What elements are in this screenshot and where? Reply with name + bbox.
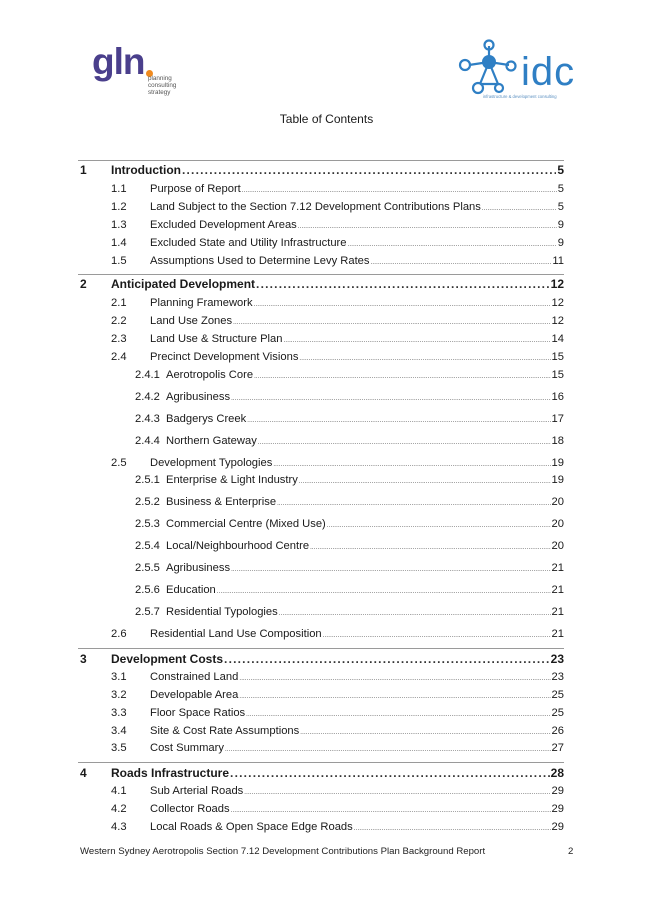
toc-entry-title: Planning Framework	[150, 297, 253, 309]
toc-entry-page: 5	[557, 163, 564, 177]
toc-entry-chapter[interactable]	[0, 652, 653, 668]
toc-entry-number: 2.1	[111, 297, 127, 309]
toc-entry-title: Land Use & Structure Plan	[150, 333, 283, 345]
toc-entry-number: 2.6	[111, 628, 127, 640]
toc-entry-page: 20	[551, 518, 564, 530]
toc-entry-page: 11	[552, 255, 564, 267]
toc-entry-title: Local Roads & Open Space Edge Roads	[150, 821, 353, 833]
toc-leader-dots	[231, 808, 551, 814]
toc-entry-title: Northern Gateway	[166, 435, 257, 447]
toc-entry-section[interactable]	[0, 201, 653, 217]
toc-entry-subsection[interactable]	[0, 562, 653, 578]
toc-entry-page: 16	[551, 391, 564, 403]
toc-entry-subsection[interactable]	[0, 391, 653, 407]
toc-entry-number: 2.2	[111, 315, 127, 327]
idc-logo-word: idc	[521, 50, 576, 94]
toc-entry-number: 2.5.7	[135, 606, 160, 618]
toc-entry-title: Commercial Centre (Mixed Use)	[166, 518, 326, 530]
toc-entry-page: 14	[551, 333, 564, 345]
toc-entry-number: 2.5.2	[135, 496, 160, 508]
toc-entry-page: 25	[551, 689, 564, 701]
toc-entry-subsection[interactable]	[0, 413, 653, 429]
toc-leader-dots	[482, 206, 557, 212]
toc-leader-dots	[231, 567, 550, 573]
toc-entry-title: Development Typologies	[150, 457, 273, 469]
toc-entry-number: 4.3	[111, 821, 127, 833]
toc-entry-section[interactable]	[0, 333, 653, 349]
toc-entry-number: 2.4.4	[135, 435, 160, 447]
toc-entry-title: Collector Roads	[150, 803, 230, 815]
toc-entry-section[interactable]	[0, 689, 653, 705]
idc-logo-tagline: infrastructure & development consulting	[483, 94, 557, 99]
toc-entry-title: Sub Arterial Roads	[150, 785, 244, 797]
toc-entry-section[interactable]	[0, 785, 653, 801]
toc-entry-number: 2.5.5	[135, 562, 160, 574]
toc-entry-section[interactable]	[0, 707, 653, 723]
toc-entry-page: 20	[551, 496, 564, 508]
toc-leader-dots	[231, 396, 550, 402]
toc-entry-number: 2.3	[111, 333, 127, 345]
toc-entry-section[interactable]	[0, 315, 653, 331]
toc-leader-dots	[242, 188, 557, 194]
toc-entry-number: 3	[80, 652, 87, 666]
toc-entry-page: 23	[551, 671, 564, 683]
toc-entry-number: 2	[80, 277, 87, 291]
toc-entry-page: 18	[551, 435, 564, 447]
toc-entry-page: 19	[551, 474, 564, 486]
toc-entry-page: 19	[551, 457, 564, 469]
toc-entry-title: Education	[166, 584, 216, 596]
toc-leader-dots	[256, 277, 550, 291]
toc-entry-title: Badgerys Creek	[166, 413, 247, 425]
toc-entry-page: 9	[557, 219, 564, 231]
toc-entry-number: 2.4.2	[135, 391, 160, 403]
toc-entry-page: 12	[550, 277, 564, 291]
toc-entry-title: Residential Land Use Composition	[150, 628, 322, 640]
toc-entry-page: 9	[557, 237, 564, 249]
toc-entry-number: 4.1	[111, 785, 127, 797]
toc-entry-chapter[interactable]	[0, 766, 653, 782]
gln-logo	[92, 42, 202, 102]
toc-entry-page: 26	[551, 725, 564, 737]
toc-leader-dots	[244, 790, 550, 796]
toc-entry-number: 2.4.3	[135, 413, 160, 425]
toc-entry-title: Cost Summary	[150, 742, 224, 754]
toc-entry-number: 3.5	[111, 742, 127, 754]
toc-entry-title: Enterprise & Light Industry	[166, 474, 298, 486]
toc-leader-dots	[299, 479, 551, 485]
toc-entry-number: 1.4	[111, 237, 127, 249]
toc-entry-title: Constrained Land	[150, 671, 239, 683]
toc-entry-subsection[interactable]	[0, 518, 653, 534]
toc-entry-number: 2.5.3	[135, 518, 160, 530]
toc-entry-subsection[interactable]	[0, 474, 653, 490]
toc-leader-dots	[225, 747, 551, 753]
toc-entry-chapter[interactable]	[0, 277, 653, 293]
toc-leader-dots	[217, 589, 551, 595]
chapter-divider	[78, 648, 564, 649]
toc-leader-dots	[254, 302, 551, 308]
toc-entry-number: 4.2	[111, 803, 127, 815]
toc-leader-dots	[323, 633, 551, 639]
toc-entry-page: 12	[551, 297, 564, 309]
toc-leader-dots	[348, 242, 557, 248]
toc-entry-title: Agribusiness	[166, 391, 231, 403]
toc-entry-section[interactable]	[0, 237, 653, 253]
toc-leader-dots	[273, 462, 550, 468]
toc-entry-page: 21	[551, 562, 564, 574]
toc-entry-title: Purpose of Report	[150, 183, 241, 195]
toc-leader-dots	[277, 501, 550, 507]
toc-entry-page: 15	[551, 369, 564, 381]
gln-logo-tagline: planning consulting strategy	[148, 75, 177, 97]
toc-entry-subsection[interactable]	[0, 584, 653, 600]
toc-entry-number: 2.5.1	[135, 474, 160, 486]
toc-entry-page: 27	[551, 742, 564, 754]
toc-entry-page: 21	[551, 584, 564, 596]
toc-entry-title: Residential Typologies	[166, 606, 278, 618]
toc-entry-number: 2.4.1	[135, 369, 160, 381]
chapter-divider	[78, 274, 564, 275]
toc-entry-section[interactable]	[0, 803, 653, 819]
toc-entry-number: 3.3	[111, 707, 127, 719]
toc-entry-page: 5	[557, 201, 564, 213]
toc-entry-title: Introduction	[111, 163, 181, 177]
chapter-divider	[78, 160, 564, 161]
toc-entry-title: Excluded State and Utility Infrastructure	[150, 237, 347, 249]
toc-entry-title: Anticipated Development	[111, 277, 256, 291]
toc-entry-title: Local/Neighbourhood Centre	[166, 540, 310, 552]
toc-leader-dots	[230, 766, 550, 780]
page-title: Table of Contents	[279, 112, 374, 126]
toc-entry-number: 1.3	[111, 219, 127, 231]
toc-entry-title: Site & Cost Rate Assumptions	[150, 725, 300, 737]
toc-entry-number: 3.2	[111, 689, 127, 701]
toc-entry-title: Land Subject to the Section 7.12 Development Contributions Plans	[150, 201, 481, 213]
toc-leader-dots	[310, 545, 550, 551]
toc-entry-title: Floor Space Ratios	[150, 707, 246, 719]
toc-entry-number: 2.5	[111, 457, 127, 469]
toc-leader-dots	[224, 652, 550, 666]
toc-entry-page: 21	[551, 606, 564, 618]
toc-entry-page: 29	[551, 821, 564, 833]
toc-entry-number: 1.5	[111, 255, 127, 267]
toc-entry-number: 1.2	[111, 201, 127, 213]
toc-entry-number: 1.1	[111, 183, 127, 195]
toc-entry-section[interactable]	[0, 219, 653, 235]
toc-entry-number: 3.1	[111, 671, 127, 683]
toc-entry-number: 2.4	[111, 351, 127, 363]
toc-entry-number: 2.5.6	[135, 584, 160, 596]
toc-leader-dots	[258, 440, 551, 446]
chapter-divider	[78, 762, 564, 763]
toc-entry-page: 15	[551, 351, 564, 363]
toc-entry-section[interactable]	[0, 742, 653, 758]
toc-entry-title: Precinct Development Visions	[150, 351, 299, 363]
toc-entry-page: 17	[551, 413, 564, 425]
toc-entry-title: Business & Enterprise	[166, 496, 277, 508]
toc-leader-dots	[298, 224, 557, 230]
toc-entry-section[interactable]	[0, 725, 653, 741]
toc-leader-dots	[233, 320, 550, 326]
toc-entry-subsection[interactable]	[0, 496, 653, 512]
toc-entry-number: 3.4	[111, 725, 127, 737]
toc-entry-title: Assumptions Used to Determine Levy Rates	[150, 255, 370, 267]
toc-leader-dots	[239, 676, 550, 682]
idc-logo	[455, 38, 580, 104]
toc-entry-page: 20	[551, 540, 564, 552]
toc-entry-title: Roads Infrastructure	[111, 766, 230, 780]
toc-entry-number: 4	[80, 766, 87, 780]
toc-leader-dots	[254, 374, 550, 380]
toc-entry-number: 2.5.4	[135, 540, 160, 552]
toc-leader-dots	[327, 523, 551, 529]
toc-entry-chapter[interactable]	[0, 163, 653, 179]
toc-entry-page: 29	[551, 785, 564, 797]
toc-entry-section[interactable]	[0, 821, 653, 837]
toc-entry-section[interactable]	[0, 671, 653, 687]
toc-leader-dots	[279, 611, 551, 617]
toc-entry-title: Agribusiness	[166, 562, 231, 574]
footer-text: Western Sydney Aerotropolis Section 7.12 Development Contributions Plan Background Report	[80, 846, 486, 857]
toc-entry-subsection[interactable]	[0, 435, 653, 451]
toc-entry-subsection[interactable]	[0, 606, 653, 622]
toc-entry-page: 5	[557, 183, 564, 195]
toc-entry-section[interactable]	[0, 297, 653, 313]
toc-leader-dots	[247, 418, 550, 424]
toc-entry-page: 23	[550, 652, 564, 666]
toc-entry-page: 12	[551, 315, 564, 327]
toc-entry-page: 28	[550, 766, 564, 780]
toc-entry-title: Development Costs	[111, 652, 224, 666]
toc-entry-section[interactable]	[0, 457, 653, 473]
toc-entry-section[interactable]	[0, 183, 653, 199]
toc-leader-dots	[300, 730, 550, 736]
toc-entry-section[interactable]	[0, 351, 653, 367]
toc-entry-subsection[interactable]	[0, 540, 653, 556]
toc-entry-page: 25	[551, 707, 564, 719]
toc-entry-title: Aerotropolis Core	[166, 369, 254, 381]
toc-entry-section[interactable]	[0, 628, 653, 644]
toc-leader-dots	[283, 338, 550, 344]
toc-entry-page: 29	[551, 803, 564, 815]
toc-leader-dots	[182, 163, 556, 177]
toc-entry-number: 1	[80, 163, 87, 177]
toc-leader-dots	[239, 694, 550, 700]
toc-leader-dots	[299, 356, 550, 362]
toc-entry-subsection[interactable]	[0, 369, 653, 385]
toc-leader-dots	[354, 826, 551, 832]
toc-entry-title: Developable Area	[150, 689, 239, 701]
toc-leader-dots	[371, 260, 552, 266]
toc-leader-dots	[246, 712, 550, 718]
toc-entry-title: Excluded Development Areas	[150, 219, 297, 231]
toc-entry-title: Land Use Zones	[150, 315, 233, 327]
toc-entry-section[interactable]	[0, 255, 653, 271]
footer-page-number: 2	[568, 846, 574, 857]
toc-entry-page: 21	[551, 628, 564, 640]
gln-logo-word: gln	[92, 41, 145, 82]
